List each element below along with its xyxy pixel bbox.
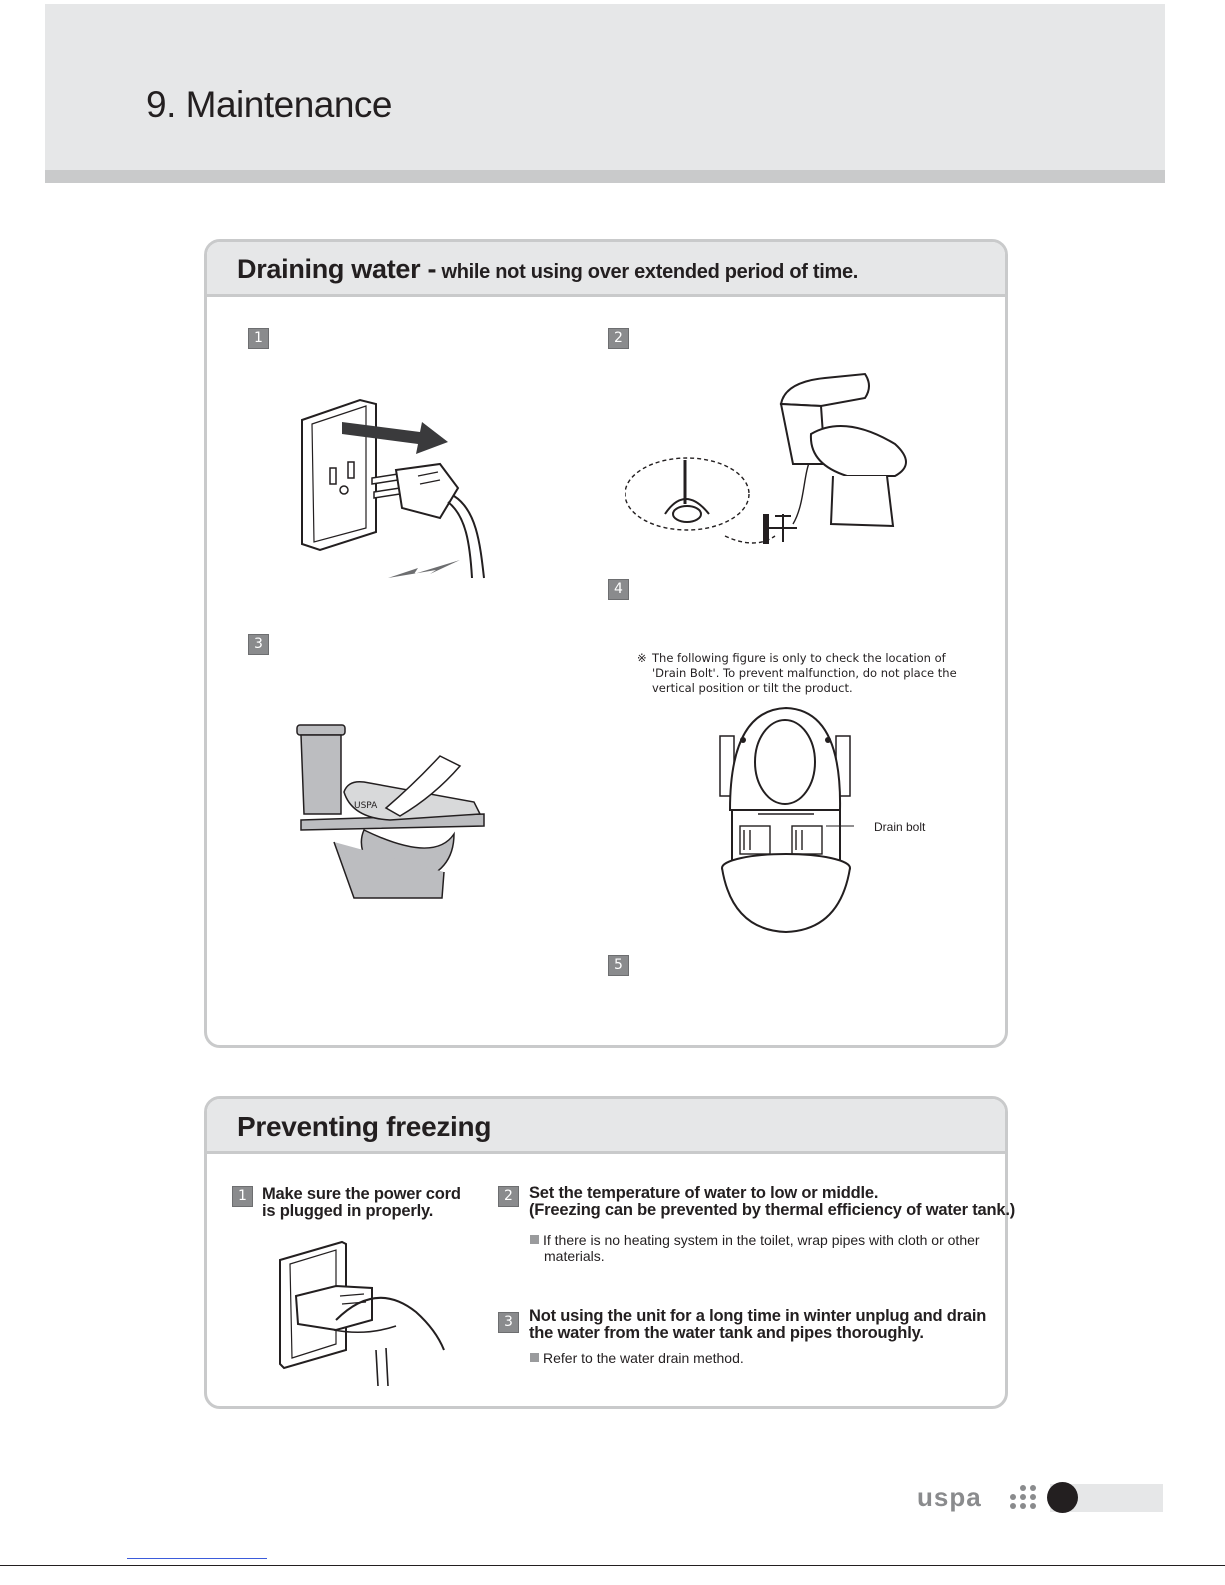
brand-dots-icon (1005, 1483, 1039, 1511)
bullet-square-icon (530, 1353, 539, 1362)
freeze-step-3-line1: Not using the unit for a long time in winter unplug and drain (529, 1307, 987, 1325)
bullet-square-icon (530, 1235, 539, 1244)
drain-bolt-note (637, 651, 967, 696)
note-mark: ※ (637, 651, 647, 665)
draining-water-panel (204, 239, 1008, 1048)
freezing-panel-title: Preventing freezing (237, 1111, 492, 1142)
seat-brand-text: USPA (354, 801, 378, 811)
freeze-step-2-badge: 2 (498, 1186, 519, 1207)
header-rule (45, 170, 1165, 183)
freeze-step-3-text (529, 1308, 986, 1342)
freeze-step-1-line2: is plugged in properly. (262, 1202, 434, 1220)
freeze-step-3-bullet-text: Refer to the water drain method. (543, 1350, 744, 1366)
freeze-step-2-bullet (530, 1232, 980, 1264)
freeze-step-2-line2: (Freezing can be prevented by thermal efficiency of water tank.) (529, 1201, 1016, 1219)
draining-title-main: Draining water - (237, 254, 437, 284)
drain-step-1-badge: 1 (248, 328, 269, 349)
freeze-step-2-line1: Set the temperature of water to low or middle. (529, 1184, 879, 1202)
freeze-step-3-line2: the water from the water tank and pipes thoroughly. (529, 1324, 924, 1342)
note-text: The following figure is only to check the location of 'Drain Bolt'. To prevent malfunction, do not place the vertical position or tilt the product. (652, 651, 957, 695)
drain-step-2-badge: 2 (608, 328, 629, 349)
freeze-step-2-bullet-line1: If there is no heating system in the toilet, wrap pipes with cloth or other (543, 1232, 980, 1248)
page-number-dot (1047, 1482, 1078, 1513)
freeze-step-2-text (529, 1185, 1015, 1219)
freeze-step-1-line1: Make sure the power cord (262, 1185, 461, 1203)
unplug-outlet-illustration (290, 392, 500, 584)
draining-panel-title (237, 254, 858, 285)
brand-logo-text: uspa (917, 1482, 982, 1512)
freezing-panel-header (207, 1099, 1005, 1154)
freeze-step-2-bullet-line2: materials. (544, 1248, 605, 1264)
draining-panel-header (207, 242, 1005, 297)
bottom-rule (0, 1565, 1225, 1566)
freeze-step-3-badge: 3 (498, 1312, 519, 1333)
lift-seat-illustration (294, 722, 490, 900)
water-valve-illustration (625, 364, 925, 554)
drain-step-3-badge: 3 (248, 634, 269, 655)
page-title: 9. Maintenance (146, 84, 393, 125)
freeze-step-1-text (262, 1186, 461, 1220)
bottom-link-underline (127, 1558, 267, 1559)
freeze-step-3-bullet (530, 1350, 744, 1366)
drain-step-4-badge: 4 (608, 579, 629, 600)
freeze-step-1-badge: 1 (232, 1186, 253, 1207)
draining-title-sub: while not using over extended period of time. (436, 261, 859, 283)
drain-bolt-label: Drain bolt (874, 820, 926, 834)
plugged-cord-illustration (276, 1240, 446, 1386)
drain-bolt-illustration (718, 706, 854, 934)
drain-step-5-badge: 5 (608, 955, 629, 976)
